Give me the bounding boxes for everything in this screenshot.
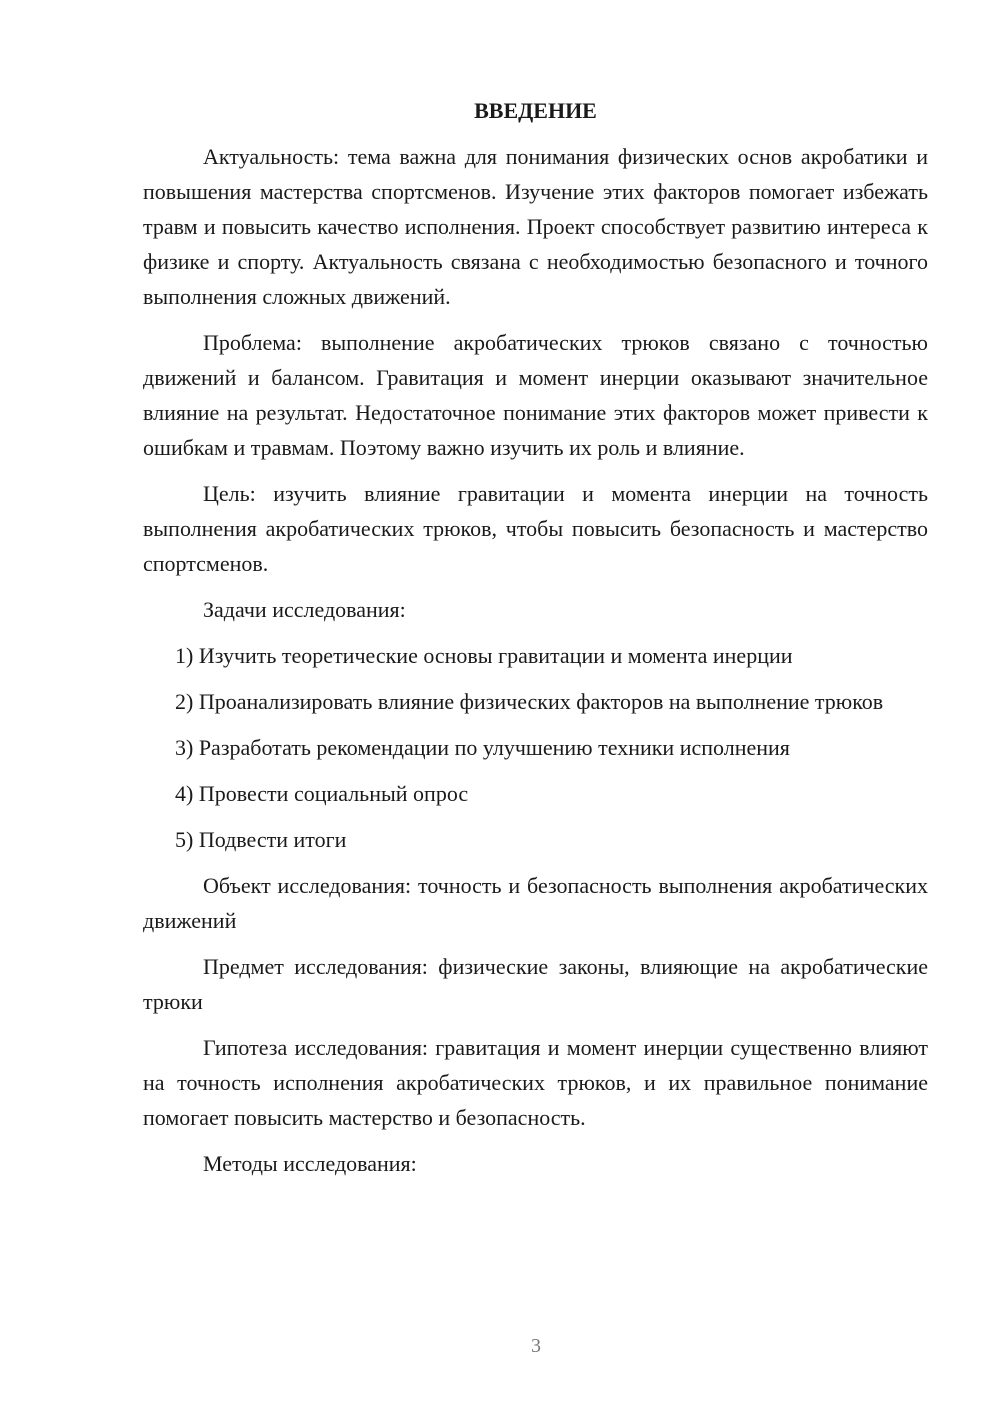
paragraph-subject: Предмет исследования: физические законы, влияющие на акробатические трюки: [143, 954, 928, 1014]
section-title: ВВЕДЕНИЕ: [474, 98, 597, 123]
paragraph-goal: Цель: изучить влияние гравитации и момента инерции на точность выполнения акробатических трюков, чтобы повысить безопасность и мастерство спортсменов.: [143, 481, 928, 576]
paragraph-methods: Методы исследования:: [203, 1151, 417, 1176]
list-item: 2) Проанализировать влияние физических факторов на выполнение трюков: [175, 689, 884, 714]
paragraph-hypothesis: Гипотеза исследования: гравитация и момент инерции существенно влияют на точность исполнения акробатических трюков, и их правильное понимание помогает повысить мастерство и безопасность.: [143, 1035, 928, 1130]
page-number: 3: [531, 1335, 541, 1357]
page-content: [143, 95, 928, 1192]
paragraph-relevance: Актуальность: тема важна для понимания физических основ акробатики и повышения мастерства спортсменов. Изучение этих факторов помогает избежать травм и повысить качество исполнения. Проект способствует развитию интереса к физике и спорту. Актуальность связана с необходимостью безопасного и точного выполнения сложных движений.: [143, 144, 928, 309]
list-item: 3) Разработать рекомендации по улучшению техники исполнения: [175, 735, 790, 760]
tasks-list: [143, 638, 928, 857]
list-item: 4) Провести социальный опрос: [175, 781, 469, 806]
paragraph-object: Объект исследования: точность и безопасность выполнения акробатических движений: [143, 873, 928, 933]
paragraph-tasks-heading: Задачи исследования:: [203, 597, 406, 622]
list-item: 1) Изучить теоретические основы гравитации и момента инерции: [175, 643, 793, 668]
paragraph-problem: Проблема: выполнение акробатических трюков связано с точностью движений и балансом. Гравитация и момент инерции оказывают значительное влияние на результат. Недостаточное понимание этих факторов может привести к ошибкам и травмам. Поэтому важно изучить их роль и влияние.: [143, 330, 928, 460]
list-item: 5) Подвести итоги: [175, 827, 347, 852]
